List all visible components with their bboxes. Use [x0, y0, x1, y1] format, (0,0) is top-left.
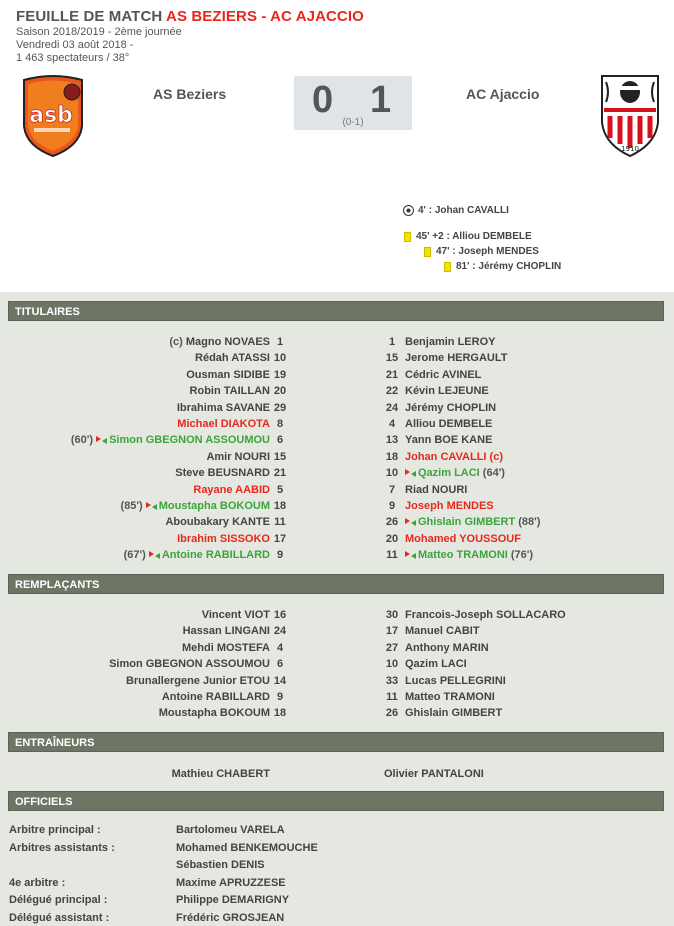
home-player-name: Ousman SIDIBE [186, 368, 270, 381]
table-row [0, 451, 674, 467]
table-row [0, 533, 674, 549]
attendance-info: 1 463 spectateurs / 38° [16, 52, 130, 64]
home-player-number: 1 [276, 336, 284, 348]
home-player[interactable] [121, 500, 270, 512]
away-player-number: 7 [388, 483, 396, 496]
away-player-name[interactable]: Qazim LACI [405, 658, 467, 671]
home-player-prefix: (67') [123, 549, 149, 562]
home-player-number: 9 [276, 691, 284, 703]
away-team-name[interactable]: AC Ajaccio [466, 86, 540, 102]
home-player-number: 17 [273, 532, 287, 545]
away-player[interactable] [405, 385, 489, 397]
away-player-name[interactable]: Lucas PELLEGRINI [405, 674, 506, 687]
away-player-number: 33 [385, 674, 399, 687]
table-row [0, 609, 674, 625]
away-player[interactable] [405, 418, 492, 430]
event-yellow-card [404, 231, 532, 242]
home-player[interactable] [175, 467, 270, 479]
away-player-name: Matteo TRAMONI [418, 549, 508, 562]
away-player[interactable] [405, 336, 495, 348]
coaches-row [0, 768, 674, 784]
away-coach[interactable]: Olivier PANTALONI [384, 768, 484, 780]
event-yellow-card [424, 246, 539, 257]
home-player-name[interactable]: Mehdi MOSTEFA [182, 641, 270, 654]
table-row [0, 549, 674, 565]
substitution-icon [405, 517, 416, 526]
yellow-card-icon [444, 262, 451, 272]
home-player-number: 14 [273, 674, 287, 687]
away-player-name: Joseph MENDES [405, 500, 494, 512]
official-name[interactable]: Frédéric GROSJEAN [176, 911, 285, 924]
table-row [0, 691, 674, 707]
away-player-number: 26 [385, 516, 399, 529]
table-row [0, 516, 674, 532]
section-starters: TITULAIRES [8, 301, 664, 321]
official-role: Délégué principal : [9, 894, 108, 906]
away-score: 1 [370, 79, 392, 121]
away-logo-year: 1910 [621, 145, 639, 153]
away-player[interactable] [405, 549, 533, 561]
yellow-card-icon [424, 247, 431, 257]
away-player[interactable] [405, 516, 540, 528]
home-team-name[interactable]: AS Beziers [153, 86, 227, 102]
home-player[interactable] [193, 484, 270, 496]
home-player[interactable] [206, 451, 270, 463]
away-player-name[interactable]: Ghislain GIMBERT [405, 707, 503, 720]
away-player-suffix: (88') [515, 516, 541, 529]
away-player-name[interactable]: Matteo TRAMONI [405, 691, 495, 703]
away-player-number: 30 [385, 609, 399, 621]
home-player-name: Magno NOVAES [185, 336, 270, 348]
yellow-card-icon [404, 232, 411, 242]
substitution-icon [146, 501, 157, 510]
home-player-name[interactable]: Hassan LINGANI [182, 625, 270, 638]
home-player[interactable] [190, 385, 270, 397]
home-player-name: Amir NOURI [206, 450, 270, 463]
home-player-name: Antoine RABILLARD [161, 549, 270, 562]
away-player-number: 1 [388, 336, 396, 348]
page-title [16, 8, 364, 25]
substitution-icon [149, 550, 160, 559]
away-player[interactable] [405, 467, 505, 479]
away-player-number: 17 [385, 625, 399, 638]
table-row [0, 675, 674, 691]
table-row [0, 625, 674, 641]
away-player-number: 15 [385, 352, 399, 365]
home-player-number: 29 [273, 401, 287, 414]
home-player-number: 16 [273, 609, 287, 621]
table-row [0, 402, 674, 418]
home-player-prefix: (60') [70, 434, 97, 447]
official-name[interactable]: Maxime APRUZZESE [176, 876, 286, 889]
halftime-score: (0-1) [342, 117, 364, 128]
home-player-name: Rédah ATASSI [195, 352, 270, 365]
away-player-number: 9 [388, 500, 396, 512]
away-player-number: 22 [385, 385, 399, 398]
season-info: Saison 2018/2019 - 2ème journée [16, 26, 182, 38]
table-row [0, 336, 674, 352]
away-player-suffix: (76') [507, 549, 534, 562]
home-player-number: 4 [276, 641, 284, 654]
away-player-name: Mohamed YOUSSOUF [405, 532, 521, 545]
away-player-suffix: (64') [479, 467, 505, 480]
away-player-name: Alliou DEMBELE [405, 418, 493, 430]
title-prefix: FEUILLE DE MATCH [16, 8, 163, 25]
home-player-name: Michael DIAKOTA [177, 418, 270, 430]
home-score: 0 [312, 79, 334, 121]
away-player[interactable] [405, 434, 492, 446]
official-name[interactable]: Bartolomeu VARELA [176, 824, 285, 836]
home-player-name[interactable]: Vincent VIOT [201, 609, 270, 621]
away-player-number: 18 [385, 450, 399, 463]
event-goal [403, 205, 509, 216]
official-name[interactable]: Sébastien DENIS [176, 859, 265, 871]
away-player-number: 21 [385, 368, 399, 381]
goal-icon [403, 205, 414, 216]
table-row [0, 467, 674, 483]
section-substitutes: REMPLAÇANTS [8, 574, 664, 594]
home-player[interactable] [177, 533, 270, 545]
home-player-number: 20 [273, 385, 287, 398]
table-row [0, 707, 674, 723]
table-row [0, 385, 674, 401]
away-player-name: Benjamin LEROY [405, 336, 496, 348]
home-player-name[interactable]: Antoine RABILLARD [161, 691, 270, 703]
home-player-number: 15 [273, 450, 287, 463]
substitution-icon [405, 468, 416, 477]
away-player-name: Yann BOE KANE [405, 434, 493, 447]
home-player[interactable] [165, 516, 270, 528]
away-player-name: Cédric AVINEL [405, 368, 482, 381]
home-player[interactable] [177, 418, 270, 430]
away-player-name: Kévin LEJEUNE [405, 385, 489, 398]
table-row [0, 642, 674, 658]
home-player-number: 6 [276, 434, 284, 447]
scoreboard [294, 76, 412, 130]
home-player-number: 10 [273, 352, 287, 365]
away-player[interactable] [405, 484, 467, 496]
home-player[interactable] [177, 402, 270, 414]
home-player-number: 18 [273, 707, 287, 720]
home-player-number: 19 [273, 368, 287, 381]
away-player-number: 4 [388, 418, 396, 430]
match-header [0, 0, 674, 292]
home-player-name[interactable]: Simon GBEGNON ASSOUMOU [109, 658, 270, 671]
home-player-name: Simon GBEGNON ASSOUMOU [109, 434, 270, 447]
event-text: 47' : Joseph MENDES [436, 246, 539, 257]
away-player-name: Riad NOURI [405, 483, 468, 496]
home-player-name: Aboubakary KANTE [165, 516, 270, 529]
official-name[interactable]: Philippe DEMARIGNY [176, 894, 290, 906]
home-player-prefix: (c) [169, 336, 186, 348]
away-player[interactable] [405, 500, 494, 512]
home-logo-text: asb [29, 103, 73, 128]
event-text: 81' : Jérémy CHOPLIN [456, 261, 562, 272]
away-player-name: Jérémy CHOPLIN [405, 401, 497, 414]
away-player[interactable] [405, 352, 507, 364]
event-text: 4' : Johan CAVALLI [418, 205, 509, 216]
home-coach[interactable]: Mathieu CHABERT [171, 768, 270, 780]
away-player[interactable] [405, 369, 481, 381]
home-player[interactable] [71, 434, 270, 446]
table-row [0, 500, 674, 516]
table-row [0, 484, 674, 500]
section-officials: OFFICIELS [8, 791, 664, 811]
table-row [0, 658, 674, 674]
section-coaches: ENTRAÎNEURS [8, 732, 664, 752]
away-player-name[interactable]: Francois-Joseph SOLLACARO [405, 609, 566, 621]
home-player[interactable] [186, 369, 270, 381]
substitution-icon [405, 550, 416, 559]
official-role: Délégué assistant : [9, 911, 110, 924]
away-player[interactable] [405, 402, 496, 414]
table-row [0, 434, 674, 450]
home-player-number: 21 [273, 467, 287, 480]
home-player-name[interactable]: Brunallergene Junior ETOU [125, 674, 270, 687]
home-player-number: 11 [274, 516, 286, 529]
away-player-number: 11 [386, 549, 398, 562]
away-player[interactable] [405, 533, 521, 545]
home-player-number: 18 [273, 500, 287, 512]
title-teams: AS BEZIERS - AC AJACCIO [166, 8, 364, 25]
table-row [0, 369, 674, 385]
home-player-name: Robin TAILLAN [189, 385, 270, 398]
home-player-name: Moustapha BOKOUM [158, 500, 270, 512]
home-player-name: Ibrahim SISSOKO [177, 532, 270, 545]
home-player[interactable] [124, 549, 270, 561]
away-player-number: 20 [385, 532, 399, 545]
home-player-name: Rayane AABID [193, 483, 270, 496]
home-player[interactable] [195, 352, 270, 364]
away-player-name[interactable]: Manuel CABIT [405, 625, 480, 638]
home-player-number: 24 [273, 625, 287, 638]
away-player-number: 26 [385, 707, 399, 720]
home-team-logo[interactable] [20, 72, 86, 158]
match-date: Vendredi 03 août 2018 - [16, 39, 134, 51]
away-player-number: 27 [385, 641, 399, 654]
away-player[interactable] [405, 451, 503, 463]
away-player-name[interactable]: Anthony MARIN [405, 641, 489, 654]
home-player-name: Steve BEUSNARD [175, 467, 270, 480]
official-role: Arbitres assistants : [9, 841, 115, 854]
away-player-number: 24 [385, 401, 399, 414]
home-player-number: 6 [276, 658, 284, 671]
home-player-number: 5 [276, 483, 284, 496]
event-yellow-card [444, 261, 561, 272]
substitution-icon [96, 435, 107, 444]
home-player-name[interactable]: Moustapha BOKOUM [158, 707, 270, 720]
table-row [0, 418, 674, 434]
official-role: Arbitre principal : [9, 824, 101, 836]
away-player-number: 10 [385, 658, 399, 671]
event-text: 45' +2 : Alliou DEMBELE [416, 231, 532, 242]
home-player-number: 8 [276, 418, 284, 430]
away-player-number: 13 [385, 434, 399, 447]
away-player-number: 10 [385, 467, 399, 480]
home-player-number: 9 [276, 549, 284, 562]
home-player-prefix: (85') [120, 500, 146, 512]
home-player[interactable] [169, 336, 270, 348]
away-player-name: Ghislain GIMBERT [418, 516, 516, 529]
official-name[interactable]: Mohamed BENKEMOUCHE [176, 841, 318, 854]
away-player-name: Qazim LACI [418, 467, 480, 480]
home-player-name: Ibrahima SAVANE [176, 401, 270, 414]
official-role: 4e arbitre : [9, 876, 66, 889]
away-player-name: Johan CAVALLI (c) [405, 450, 503, 463]
away-player-number: 11 [386, 691, 398, 703]
away-team-logo[interactable] [598, 72, 662, 158]
lineup-panel [0, 292, 674, 926]
away-player-name: Jerome HERGAULT [405, 352, 508, 365]
table-row [0, 352, 674, 368]
